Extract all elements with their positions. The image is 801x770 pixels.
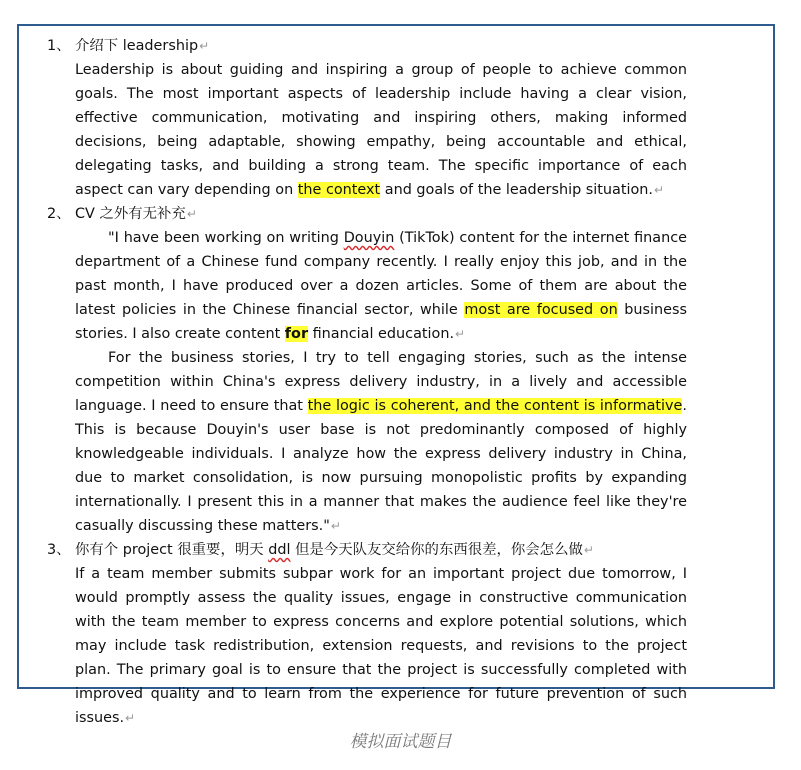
paragraph-mark-icon: ↵ [654,183,665,197]
question-3-title [47,538,691,562]
question-2-text: CV 之外有无补充 [75,206,186,222]
paragraph-mark-icon: ↵ [330,519,341,533]
question-1-title [47,34,691,58]
answer-2-p1-text-2: (TikTok) content for the internet finance department of a Chinese fund company recently. I really enjoy this job, and in the past month, I have produced over a dozen articles. Some of them are about the latest policies in the Chinese financial sector, while [75,230,687,318]
question-3-text-2: 但是今天队友交给你的东西很差，你会怎么做 [290,542,583,558]
answer-2-paragraph-2 [75,346,687,538]
highlight-the-context: the context [297,182,381,198]
answer-2-p2-text-2: . This is because Douyin's user base is not predominantly composed of highly knowledgeable individuals. I analyze how the express delivery industry in China, due to market consolidation, is now pursuing monopolistic profits by expanding internationally. I present this in a manner that makes the audience feel like they're casually discussing these matters." [75,398,687,534]
highlight-for: for [284,326,309,342]
highlight-most-are-focused-on: most are focused on [464,302,618,318]
question-3-text: 你有个 project 很重要，明天 [75,542,269,558]
question-1 [47,34,691,202]
paragraph-mark-icon: ↵ [186,207,197,221]
answer-2-p2-text: For the business stories, I try to tell engaging stories, such as the intense competition within China's express delivery industry, in a lively and accessible language. I need to ensure that [75,350,687,414]
paragraph-mark-icon: ↵ [125,711,136,725]
answer-2-p1-text-3: business stories. I also create content [75,302,687,342]
question-2-number: 2、 [47,206,71,222]
answer-3 [75,562,687,730]
paragraph-mark-icon: ↵ [583,543,594,557]
answer-1-text: Leadership is about guiding and inspiring a group of people to achieve common goals. The most important aspects of leadership include having a clear vision, effective communication, motivating and inspiring others, making informed decisions, being adaptable, showing empathy, being accountable and ethical, delegating tasks, and building a strong team. The specific importance of each aspect can vary depending on [75,62,687,198]
document-body [47,34,691,730]
answer-2-paragraph-1 [75,226,687,346]
question-3-number: 3、 [47,542,71,558]
answer-3-text: If a team member submits subpar work for an important project due tomorrow, I would promptly assess the quality issues, engage in constructive communication with the team member to express concerns and explore potential solutions, which may include task redistribution, extension requests, and revisions to the project plan. The primary goal is to ensure that the project is successfully completed with improved quality and to learn from the experience for future prevention of such issues. [75,566,687,726]
question-1-number: 1、 [47,38,71,54]
question-2 [47,202,691,538]
answer-1 [75,58,687,202]
answer-1-text-end: and goals of the leadership situation. [380,182,654,198]
question-1-text: 介绍下 leadership [75,38,199,54]
spellcheck-douyin: Douyin [343,230,395,246]
paragraph-mark-icon: ↵ [199,39,210,53]
answer-2-p1-text: "I have been working on writing [108,230,344,246]
question-3 [47,538,691,730]
paragraph-mark-icon: ↵ [455,327,466,341]
image-caption: 模拟面试题目 [349,732,452,752]
spellcheck-ddl: ddl [268,542,291,558]
question-2-title [47,202,691,226]
answer-2-p1-text-4: financial education. [308,326,455,342]
highlight-logic-coherent: the logic is coherent, and the content is informative [307,398,683,414]
